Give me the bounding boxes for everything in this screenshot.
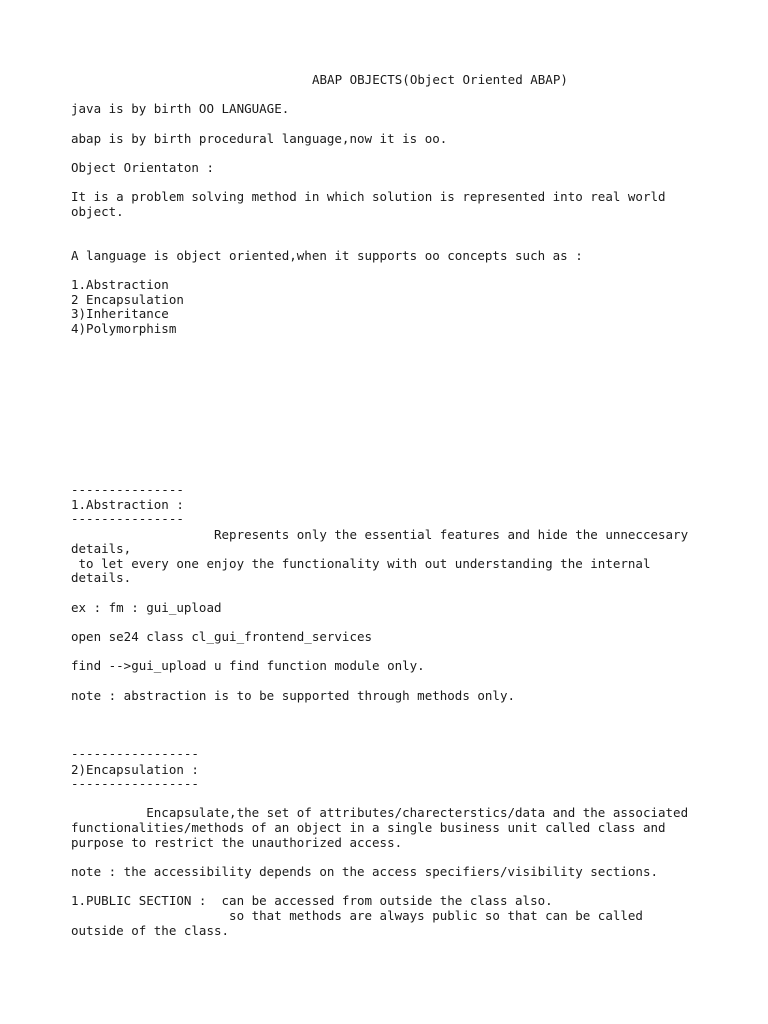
text-line: purpose to restrict the unauthorized access.	[71, 835, 403, 850]
list-item: 4)Polymorphism	[71, 321, 177, 336]
divider-line: ---------------	[71, 482, 184, 497]
text-line: Represents only the essential features and hide the unneccesary	[71, 527, 689, 542]
text-line: java is by birth OO LANGUAGE.	[71, 101, 290, 116]
text-line: ex : fm : gui_upload	[71, 600, 222, 615]
note-line: note : abstraction is to be supported through methods only.	[71, 688, 516, 703]
text-line: so that methods are always public so that can be called	[71, 908, 643, 923]
list-item: 2 Encapsulation	[71, 292, 184, 307]
divider-line: ---------------	[71, 511, 184, 526]
list-item: 3)Inheritance	[71, 306, 169, 321]
text-line: 1.PUBLIC SECTION : can be accessed from outside the class also.	[71, 893, 553, 908]
text-line: A language is object oriented,when it supports oo concepts such as :	[71, 248, 583, 263]
text-line: outside of the class.	[71, 923, 230, 938]
text-line: details.	[71, 570, 132, 585]
note-line: note : the accessibility depends on the access specifiers/visibility sections.	[71, 864, 658, 879]
text-line: to let every one enjoy the functionality with out understanding the internal	[71, 556, 651, 571]
divider-line: -----------------	[71, 746, 199, 761]
text-line: Encapsulate,the set of attributes/charecterstics/data and the associated	[71, 805, 689, 820]
page-title: ABAP OBJECTS(Object Oriented ABAP)	[312, 72, 568, 87]
text-line: find -->gui_upload u find function module only.	[71, 658, 425, 673]
section-heading: 2)Encapsulation :	[71, 762, 199, 777]
text-line: It is a problem solving method in which solution is represented into real world	[71, 189, 666, 204]
section-heading: Object Orientaton :	[71, 160, 214, 175]
text-line: abap is by birth procedural language,now it is oo.	[71, 131, 448, 146]
list-item: 1.Abstraction	[71, 277, 169, 292]
text-line: functionalities/methods of an object in a single business unit called class and	[71, 820, 666, 835]
text-line: object.	[71, 204, 124, 219]
text-line: details,	[71, 541, 132, 556]
section-heading: 1.Abstraction :	[71, 497, 184, 512]
divider-line: -----------------	[71, 776, 199, 791]
text-line: open se24 class cl_gui_frontend_services	[71, 629, 373, 644]
